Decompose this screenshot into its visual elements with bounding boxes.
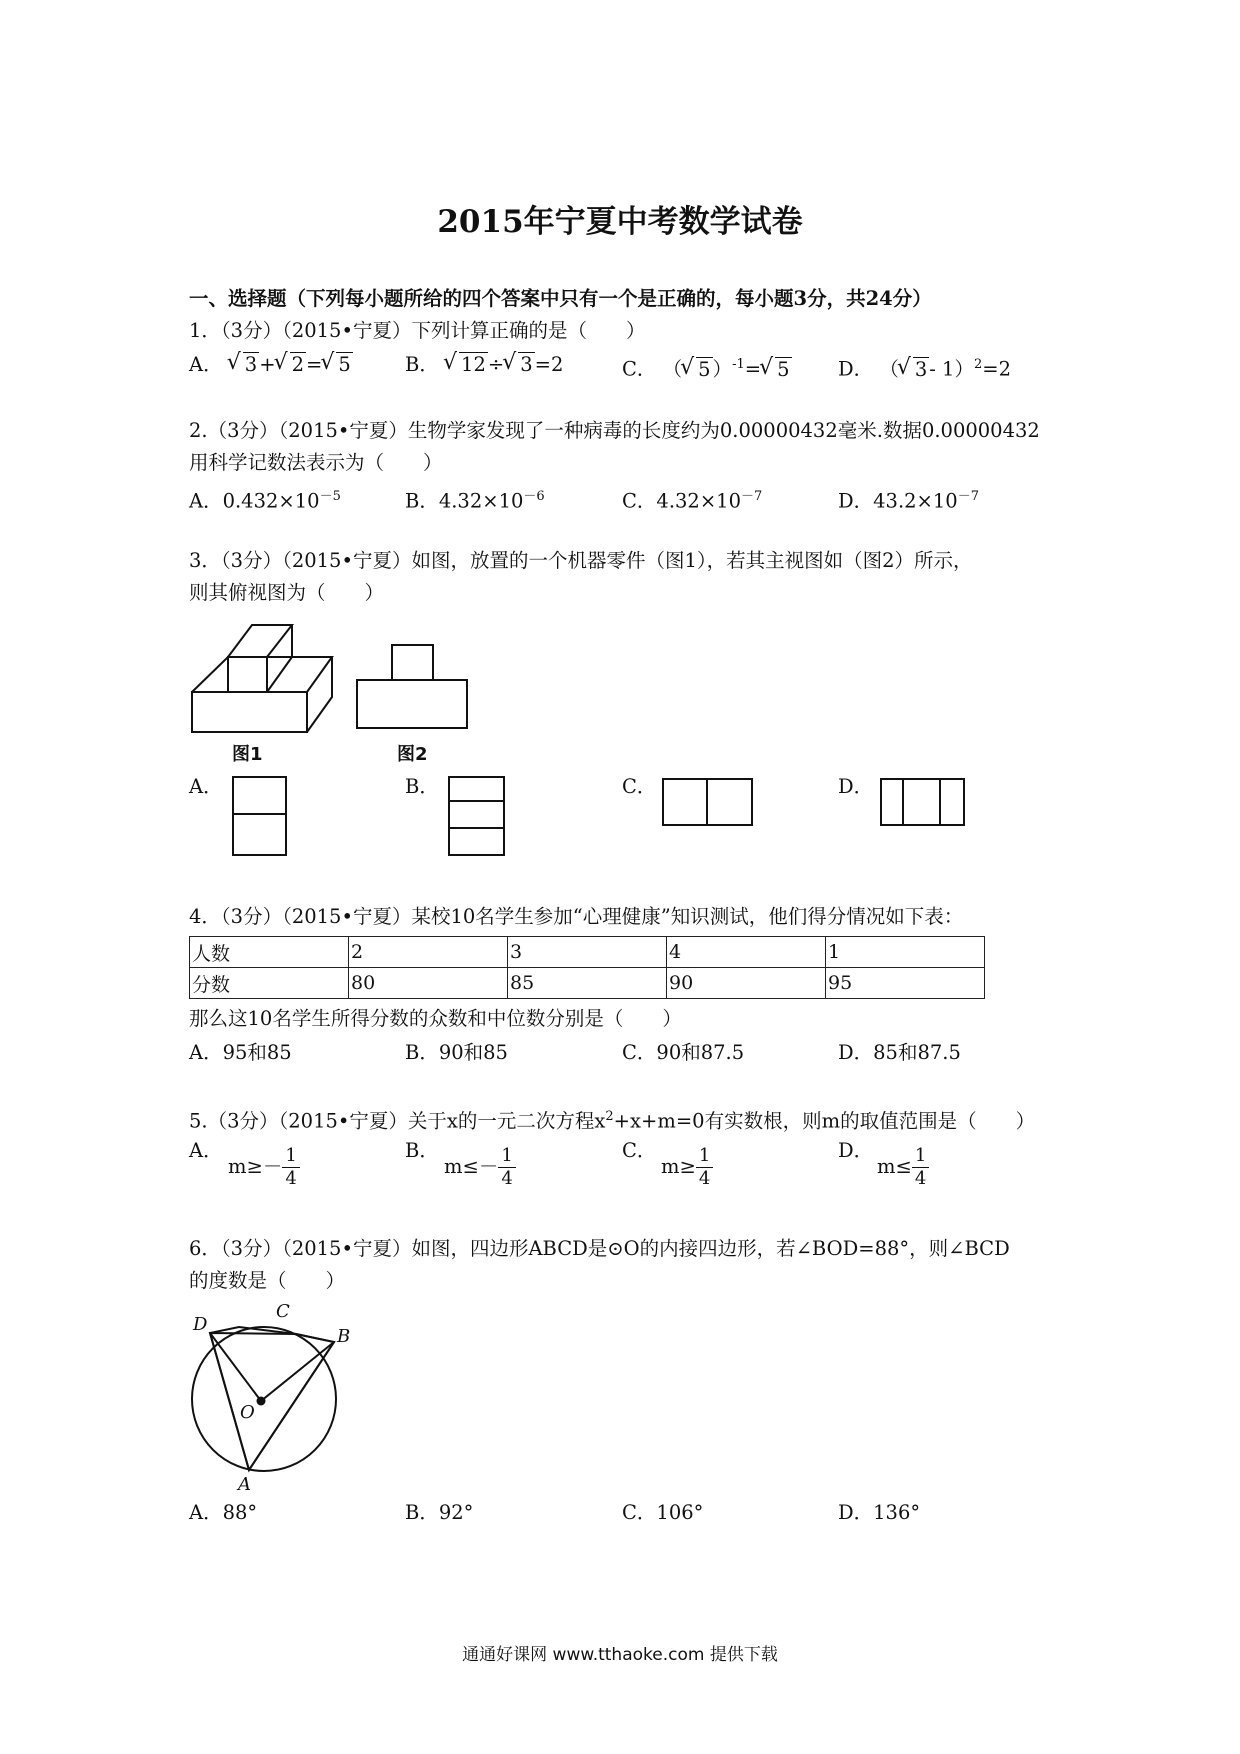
- q4-option-b: B．90和85: [405, 1041, 508, 1064]
- q5-option-c-label: C．: [622, 1139, 657, 1162]
- q6-option-b: B．92°: [405, 1501, 474, 1524]
- q1-d-exp: 2: [973, 357, 983, 372]
- denominator: 4: [914, 1168, 927, 1189]
- score-table: [189, 936, 985, 999]
- table-cell: 人数: [190, 937, 349, 968]
- q1-c-rad1: 5: [698, 357, 711, 381]
- q1-c-rad2: 5: [777, 357, 790, 381]
- q2-a-exp: －5: [319, 489, 341, 504]
- q2-option-a: [189, 484, 341, 515]
- footer-source: 通通好课网 www.tthaoke.com 提供下载: [462, 1645, 778, 1665]
- q1-b-rad1: 12: [461, 353, 486, 376]
- question-4-stem: 4．（3分）（2015•宁夏）某校10名学生参加“心理健康”知识测试，他们得分情况如下表：: [189, 905, 964, 928]
- table-cell: 分数: [190, 968, 349, 999]
- q3-option-c-figure: [662, 778, 754, 828]
- figure-1-isometric: [190, 615, 340, 735]
- table-cell: 1: [826, 937, 985, 968]
- figure-1-caption: 图1: [232, 744, 263, 765]
- page-title: 2015年宁夏中考数学试卷: [437, 204, 803, 240]
- fraction: [282, 1145, 299, 1190]
- question-1-stem: 1．（3分）（2015•宁夏）下列计算正确的是（ ）: [189, 319, 646, 342]
- q5-stem-pre: 5.（3分）（2015•宁夏）关于x的一元二次方程x: [189, 1109, 606, 1133]
- denominator: 4: [501, 1168, 513, 1189]
- q5-d-text: m≤: [877, 1155, 912, 1178]
- fraction: [498, 1145, 515, 1190]
- table-cell: 85: [508, 968, 667, 999]
- question-4-stem-2: 那么这10名学生所得分数的众数和中位数分别是（ ）: [189, 1007, 682, 1030]
- label-o: O: [240, 1402, 255, 1423]
- q3-option-a-label: A．: [189, 775, 223, 798]
- q1-b-label: B．: [405, 353, 439, 376]
- q4-option-a: A．95和85: [189, 1041, 292, 1064]
- table-cell: 90: [667, 968, 826, 999]
- q5-option-c: [661, 1145, 713, 1190]
- q5-option-b: [444, 1145, 516, 1190]
- q5-c-text: m≥: [661, 1155, 696, 1178]
- q5-option-a-label: A．: [189, 1139, 223, 1162]
- q5-b-text: m≤－: [444, 1155, 499, 1178]
- fraction: [696, 1145, 713, 1190]
- table-cell: 3: [508, 937, 667, 968]
- label-c: C: [276, 1301, 290, 1322]
- denominator: 4: [285, 1168, 297, 1189]
- table-row: [190, 937, 985, 968]
- q3-option-d-figure: [880, 778, 966, 828]
- q3-option-b-figure: [448, 776, 506, 858]
- q3-option-c-label: C．: [622, 775, 657, 798]
- denominator: 4: [698, 1168, 711, 1189]
- q5-option-d: [877, 1145, 929, 1190]
- q1-d-rad1: 3: [914, 357, 928, 381]
- figure-2-caption: 图2: [397, 744, 428, 765]
- q1-a-rad3: 5: [338, 353, 351, 376]
- q3-option-a-figure: [232, 776, 288, 858]
- q6-option-a: A．88°: [189, 1501, 258, 1524]
- q5-stem-post: +x+m=0有实数根，则m的取值范围是（ ）: [613, 1109, 1036, 1133]
- numerator: 1: [282, 1145, 299, 1168]
- question-2-stem-2: 用科学记数法表示为（ ）: [189, 451, 443, 474]
- q1-c-label: C．: [622, 357, 657, 381]
- q5-stem-exp: 2: [605, 1109, 614, 1124]
- q5-option-b-label: B．: [405, 1139, 439, 1162]
- q4-option-c: C．90和87.5: [622, 1041, 745, 1064]
- q2-option-d: [838, 484, 979, 515]
- q1-d-result: =2: [982, 357, 1012, 381]
- circle-quadrilateral-figure: [180, 1295, 360, 1495]
- q1-c-exp: -1: [732, 357, 745, 372]
- q5-a-text: m≥－: [228, 1155, 283, 1178]
- section-heading: 一、选择题（下列每小题所给的四个答案中只有一个是正确的，每小题3分，共24分）: [189, 287, 932, 310]
- q4-option-d: D．85和87.5: [838, 1041, 961, 1064]
- q5-option-a: [228, 1145, 300, 1190]
- q2-option-b: [405, 484, 545, 515]
- q2-b-exp: －6: [523, 489, 545, 504]
- q1-a-label: A．: [189, 353, 223, 376]
- question-6-stem-1: 6．（3分）（2015•宁夏）如图，四边形ABCD是⊙O的内接四边形，若∠BOD=88°，则∠BCD: [189, 1237, 1010, 1260]
- q2-d-text: D．43.2×10: [838, 489, 958, 513]
- question-5-stem: [189, 1104, 1035, 1135]
- numerator: 1: [696, 1145, 713, 1168]
- question-6-stem-2: 的度数是（ ）: [189, 1269, 346, 1292]
- q1-b-result: =2: [534, 353, 564, 376]
- q2-option-c: [622, 484, 762, 515]
- q1-option-c: C． （√ 5 ）$^{-1}$=√ 5: [622, 352, 792, 383]
- question-2-stem-1: 2.（3分）（2015•宁夏）生物学家发现了一种病毒的长度约为0.00000432毫米.数据0.00000432: [189, 419, 1040, 442]
- q6-option-c: C．106°: [622, 1501, 704, 1524]
- q2-c-text: C．4.32×10: [622, 489, 741, 513]
- table-cell: 4: [667, 937, 826, 968]
- label-d: D: [193, 1314, 208, 1335]
- q1-a-rad1: 3: [244, 353, 258, 376]
- numerator: 1: [498, 1145, 515, 1168]
- q1-option-b: B． √ 12 ÷√ 3 =2: [405, 352, 563, 378]
- q1-option-d: D． （√ 3 - 1）$^2$=2: [838, 352, 1011, 383]
- label-a: A: [238, 1474, 251, 1495]
- numerator: 1: [912, 1145, 929, 1168]
- question-3-stem-2: 则其俯视图为（ ）: [189, 581, 385, 604]
- fraction: [912, 1145, 929, 1190]
- q2-c-exp: －7: [741, 489, 763, 504]
- q3-option-b-label: B．: [405, 775, 439, 798]
- figure-2-front-view: [355, 640, 470, 735]
- q1-option-a: A． √ 3 +√ 2 =√ 5: [189, 352, 353, 378]
- table-cell: 80: [349, 968, 508, 999]
- label-b: B: [337, 1326, 351, 1347]
- q2-b-text: B．4.32×10: [405, 489, 524, 513]
- q2-a-text: A．0.432×10: [189, 489, 320, 513]
- q1-a-rad2: 2: [291, 353, 304, 376]
- question-3-stem-1: 3．（3分）（2015•宁夏）如图，放置的一个机器零件（图1），若其主视图如（图2）所示，: [189, 549, 973, 572]
- q2-d-exp: －7: [957, 489, 979, 504]
- q1-d-label: D．: [838, 357, 874, 381]
- q1-d-minus: - 1: [929, 357, 955, 381]
- q3-option-d-label: D．: [838, 775, 874, 798]
- table-cell: 95: [826, 968, 985, 999]
- table-row: [190, 968, 985, 999]
- q5-option-d-label: D．: [838, 1139, 874, 1162]
- q1-b-rad2: 3: [520, 353, 533, 376]
- q6-option-d: D．136°: [838, 1501, 921, 1524]
- table-cell: 2: [349, 937, 508, 968]
